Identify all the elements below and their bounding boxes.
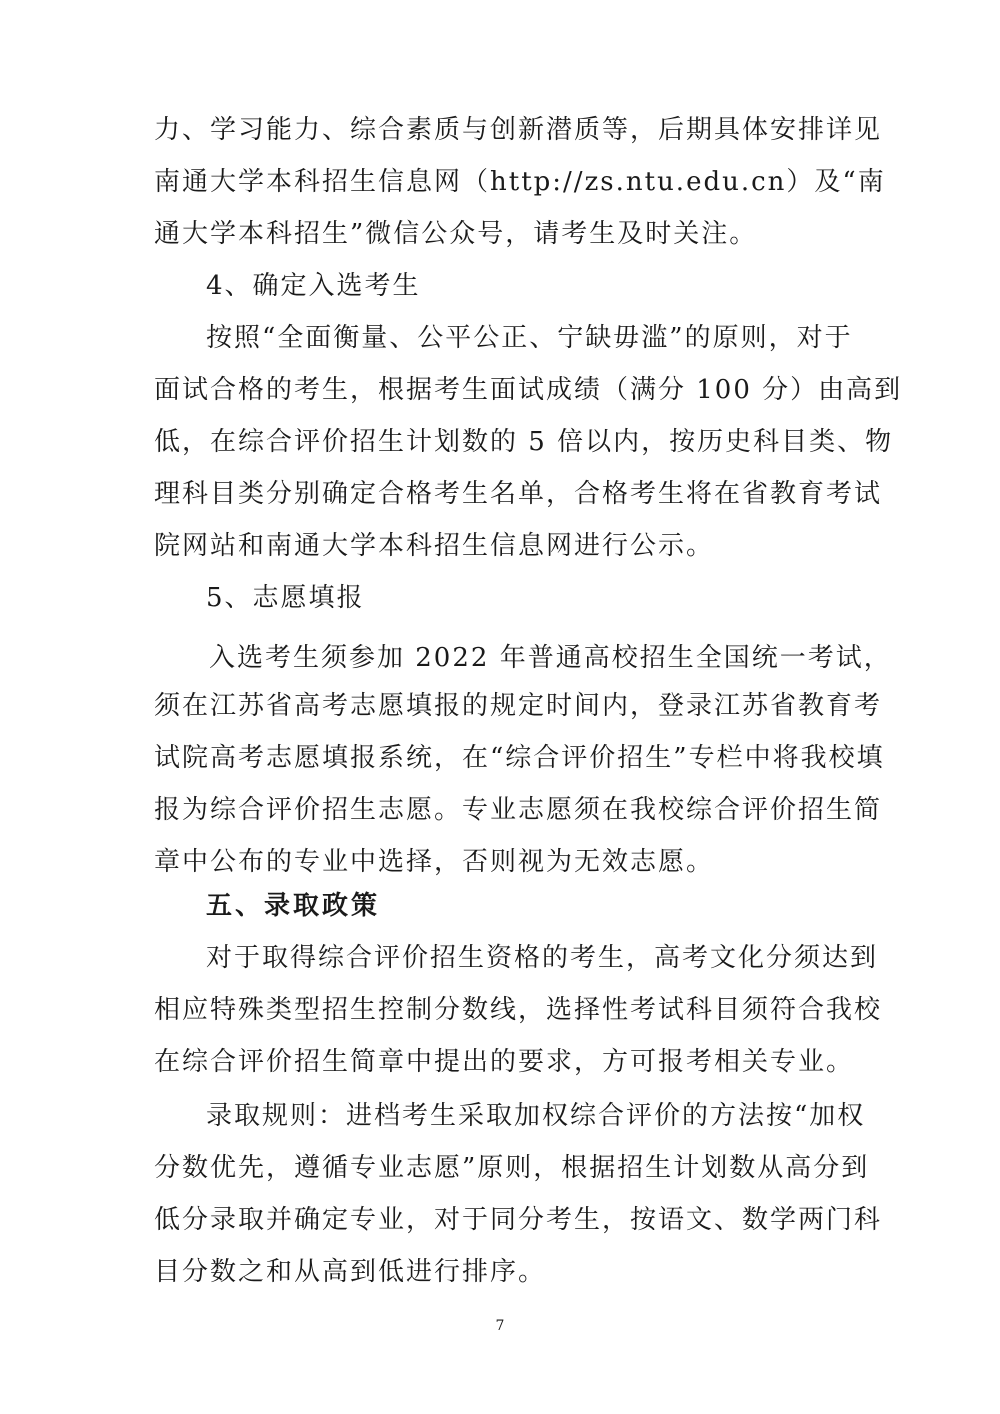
section-heading: 五、录取政策 [206, 891, 381, 921]
text-line: 通大学本科招生”微信公众号，请考生及时关注。 [154, 219, 758, 249]
text-line: 院网站和南通大学本科招生信息网进行公示。 [154, 531, 715, 561]
text-line: 按照“全面衡量、公平公正、宁缺毋滥”的原则，对于 [206, 323, 853, 353]
text-line: 在综合评价招生简章中提出的要求，方可报考相关专业。 [154, 1047, 855, 1077]
text-line: 录取规则：进档考生采取加权综合评价的方法按“加权 [206, 1101, 866, 1131]
text-line: 低，在综合评价招生计划数的 5 倍以内，按历史科目类、物 [154, 427, 894, 457]
text-line: 理科目类分别确定合格考生名单，合格考生将在省教育考试 [154, 479, 883, 509]
text-line: 章中公布的专业中选择，否则视为无效志愿。 [154, 847, 715, 877]
text-line: 报为综合评价招生志愿。专业志愿须在我校综合评价招生简 [154, 795, 883, 825]
subsection-heading-5: 5、志愿填报 [206, 583, 365, 613]
text-line: 入选考生须参加 2022 年普通高校招生全国统一考试， [209, 643, 892, 673]
text-line: 面试合格的考生，根据考生面试成绩（满分 100 分）由高到 [154, 375, 903, 405]
text-line: 相应特殊类型招生控制分数线，选择性考试科目须符合我校 [154, 995, 883, 1025]
text-line: 低分录取并确定专业，对于同分考生，按语文、数学两门科 [154, 1205, 883, 1235]
text-line: 分数优先，遵循专业志愿”原则，根据招生计划数从高分到 [154, 1153, 870, 1183]
text-line: 力、学习能力、综合素质与创新潜质等，后期具体安排详见 [154, 115, 883, 145]
text-line: 南通大学本科招生信息网（http://zs.ntu.edu.cn）及“南 [154, 167, 886, 197]
text-line: 目分数之和从高到低进行排序。 [154, 1257, 547, 1287]
page-number: 7 [495, 1318, 505, 1334]
text-line: 对于取得综合评价招生资格的考生，高考文化分须达到 [206, 943, 879, 973]
subsection-heading-4: 4、确定入选考生 [206, 271, 421, 301]
text-line: 须在江苏省高考志愿填报的规定时间内，登录江苏省教育考 [154, 691, 883, 721]
text-line: 试院高考志愿填报系统，在“综合评价招生”专栏中将我校填 [154, 743, 885, 773]
